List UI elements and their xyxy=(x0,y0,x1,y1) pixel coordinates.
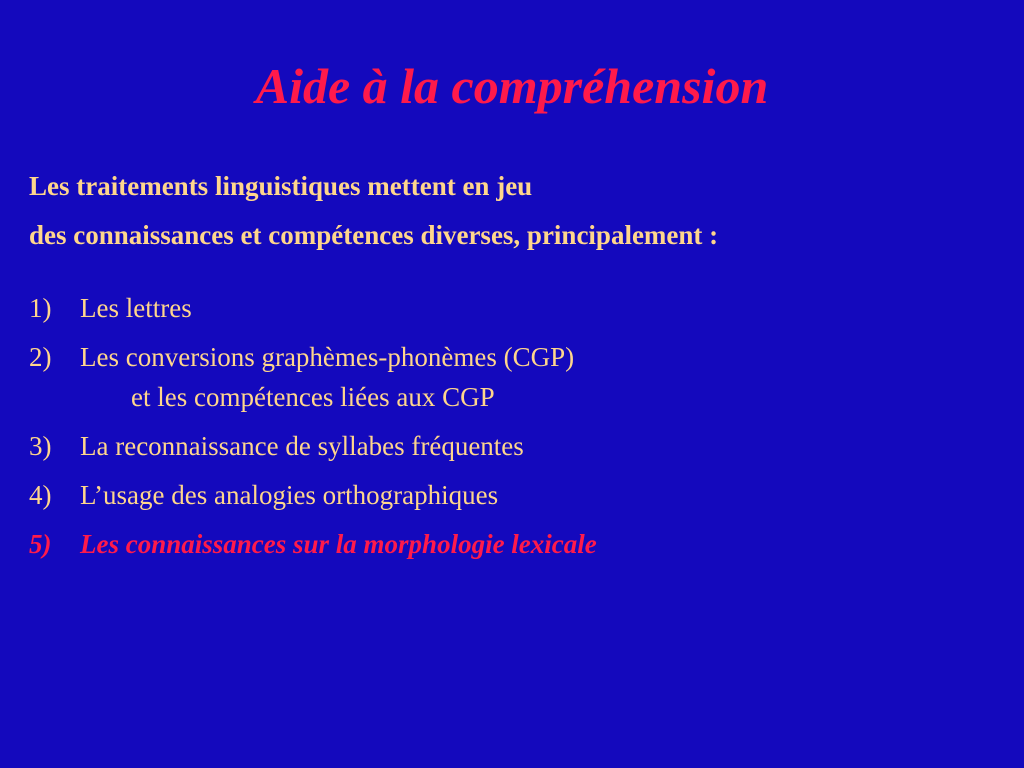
list-item-text: La reconnaissance de syllabes fréquentes xyxy=(80,431,524,461)
list-item-text: Les connaissances sur la morphologie lexicale xyxy=(80,529,597,559)
list-item-number: 2) xyxy=(29,342,52,372)
intro-text xyxy=(29,162,718,260)
list-item-number: 4) xyxy=(29,480,52,510)
list-item-continuation: et les compétences liées aux CGP xyxy=(131,382,495,412)
list-item xyxy=(29,288,597,328)
list-item-number: 5) xyxy=(29,529,52,559)
list-item-text: Les conversions graphèmes-phonèmes (CGP) xyxy=(80,342,575,372)
list-item-text: L’usage des analogies orthographiques xyxy=(80,480,499,510)
list-item xyxy=(29,337,597,417)
numbered-list xyxy=(29,288,597,564)
list-item-number: 1) xyxy=(29,293,52,323)
intro-line-1: Les traitements linguistiques mettent en jeu xyxy=(29,171,533,201)
list-item xyxy=(29,426,597,466)
list-item-number: 3) xyxy=(29,431,52,461)
list-item-highlighted xyxy=(29,524,597,564)
list-item xyxy=(29,475,597,515)
intro-line-2: des connaissances et compétences diverses, principalement : xyxy=(29,220,719,250)
list-item-text: Les lettres xyxy=(80,293,192,323)
slide-title: Aide à la compréhension xyxy=(255,58,769,114)
